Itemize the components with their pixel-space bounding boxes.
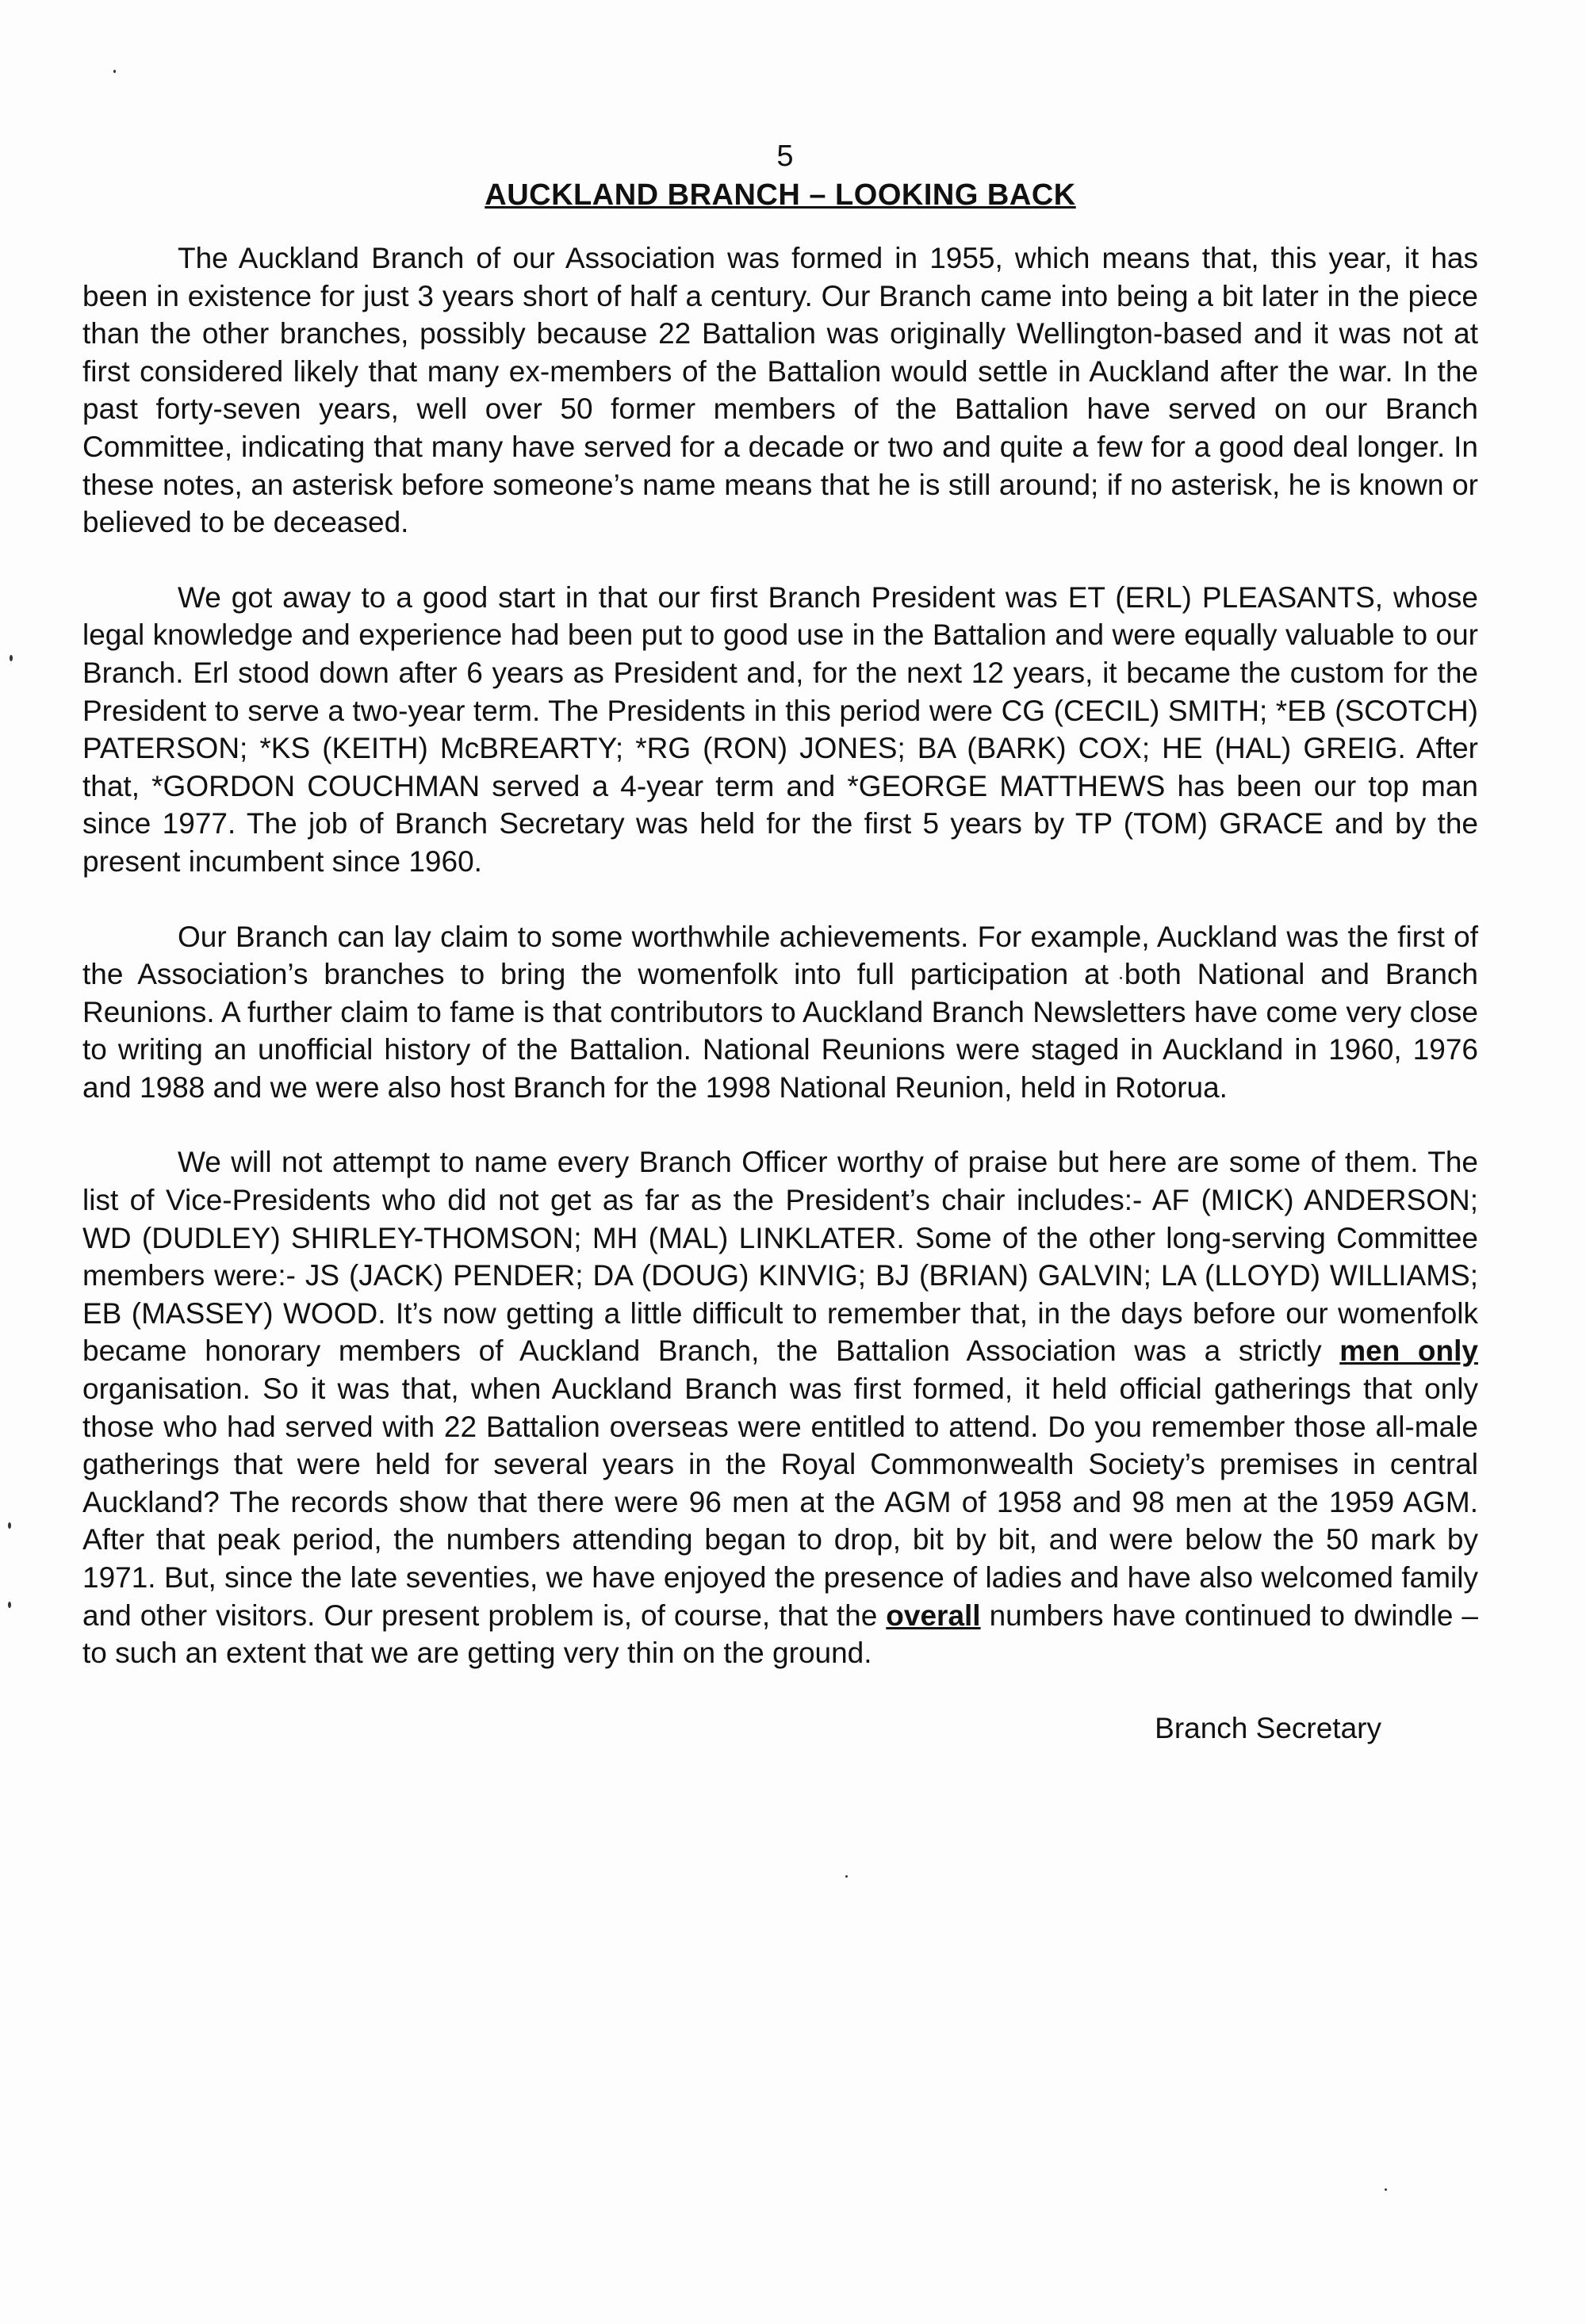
scan-speck: [10, 655, 13, 661]
scan-speck: [1385, 2188, 1387, 2191]
scan-speck: [113, 70, 116, 73]
paragraph-presidents: We got away to a good start in that our first Branch President was ET (ERL) PLEASANTS, whose legal knowledge and experience had been put to good use in the Battalion and were equally valuable to our Branch. Erl stood down after 6 years as President and, for the next 12 years, it became the custom for the President to serve a two-year term. The Presidents in this period were CG (CECIL) SMITH; *EB (SCOTCH) PATERSON; *KS (KEITH) McBREARTY; *RG (RON) JONES; BA (BARK) COX; HE (HAL) GREIG. After that, *GORDON COUCHMAN served a 4-year term and *GEORGE MATTHEWS has been our top man since 1977. The job of Branch Secretary was held for the first 5 years by TP (TOM) GRACE and by the present incumbent since 1960.: [82, 580, 1478, 878]
scan-speck: [8, 1522, 11, 1529]
signature: Branch Secretary: [1155, 1711, 1381, 1744]
scan-speck: [8, 1602, 11, 1608]
page-number: 5: [776, 140, 794, 173]
page-title: AUCKLAND BRANCH – LOOKING BACK: [485, 178, 1076, 212]
paragraph-officers-text-continued: organisation. So it was that, when Auckland Branch was first formed, it held official gatherings that only those who had served with 22 Battalion overseas were entitled to attend. Do you remember those all-male gatherings that were held for several years in the Royal Commonwealth Society’s premises in central Auckland? The records show that there were 96 men at the AGM of 1958 and 98 men at the 1959 AGM. After that peak period, the numbers attending began to drop, bit by bit, and were below the 50 mark by 1971. But, since the late seventies, we have enjoyed the presence of ladies and have also welcomed family and other visitors. Our present problem is, of course, that the: [82, 1373, 1478, 1632]
paragraph-officers-text-end: numbers have continued to dwindle – to such an extent that we are getting very thin on the ground.: [82, 1598, 1478, 1670]
paragraph-formation: The Auckland Branch of our Association was formed in 1955, which means that, this year, it has been in existence for just 3 years short of half a century. Our Branch came into being a bit later in the piece than the other branches, possibly because 22 Battalion was originally Wellington-based and it was not at first considered likely that many ex-members of the Battalion would settle in Auckland after the war. In the past forty-seven years, well over 50 former members of the Battalion have served on our Branch Committee, indicating that many have served for a decade or two and quite a few for a good deal longer. In these notes, an asterisk before someone’s name means that he is still around; if no asterisk, he is known or believed to be deceased.: [82, 242, 1478, 539]
paragraph-officers: [82, 1143, 1478, 1671]
scan-speck: [845, 1875, 848, 1878]
overall-emphasis: overall: [886, 1598, 981, 1632]
paragraph-officers-text: We will not attempt to name every Branch Officer worthy of praise but here are some of them. The list of Vice-Presidents who did not get as far as the President’s chair includes:- AF (MICK) ANDERSON; WD (DUDLEY) SHIRLEY-THOMSON; MH (MAL) LINKLATER. Some of the other long-serving Committee members were:- JS (JACK) PENDER; DA (DOUG) KINVIG; BJ (BRIAN) GALVIN; LA (LLOYD) WILLIAMS; EB (MASSEY) WOOD. It’s now getting a little difficult to remember that, in the days before our womenfolk became honorary members of Auckland Branch, the Battalion Association was a strictly: [82, 1146, 1478, 1368]
men-only-emphasis: men only: [1339, 1334, 1478, 1368]
paragraph-achievements: Our Branch can lay claim to some worthwhile achievements. For example, Auckland was the first of the Association’s branches to bring the womenfolk into full participation at both National and Branch Reunions. A further claim to fame is that contributors to Auckland Branch Newsletters have come very close to writing an unofficial history of the Battalion. National Reunions were staged in Auckland in 1960, 1976 and 1988 and we were also host Branch for the 1998 National Reunion, held in Rotorua.: [82, 920, 1478, 1104]
document-body: [82, 138, 1478, 1748]
